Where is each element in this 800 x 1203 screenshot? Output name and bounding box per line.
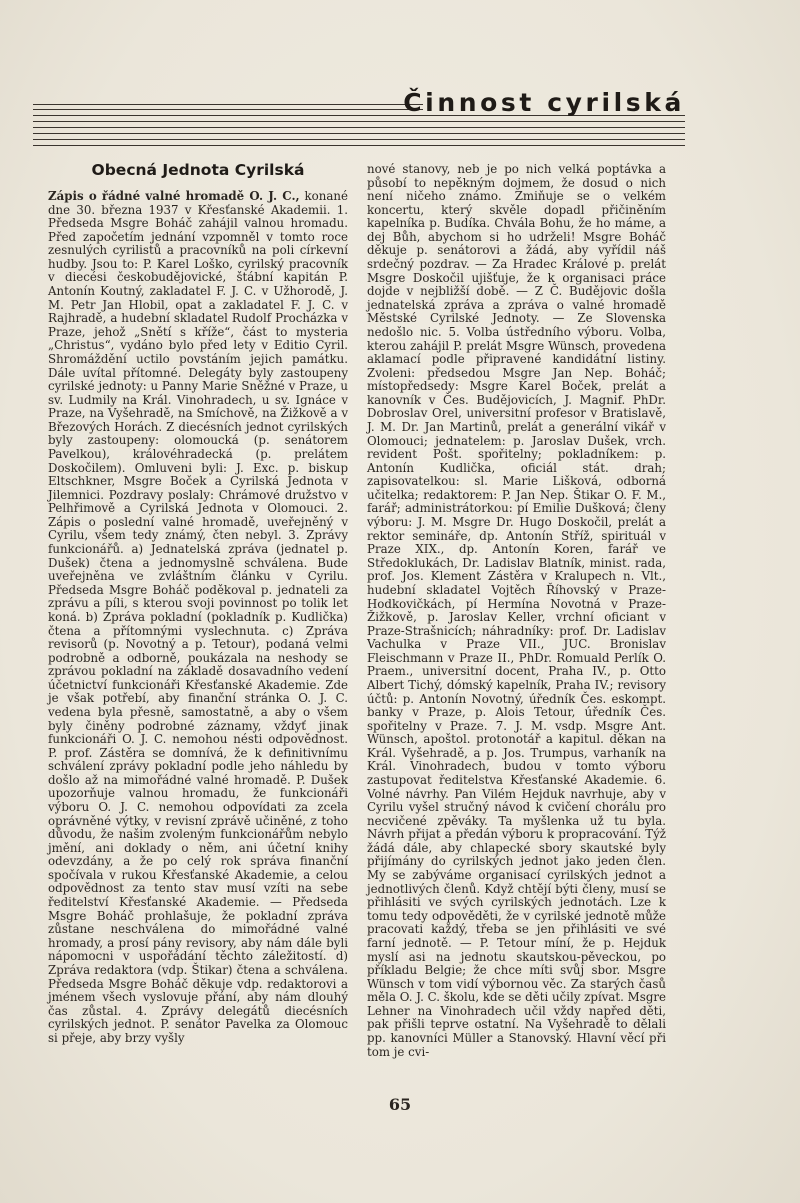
section-title: Činnost cyrilská [403,88,685,117]
article-title: Obecná Jednota Cyrilská [91,161,305,179]
right-column [367,163,666,1059]
page-number: 65 [388,1095,412,1114]
header-rule [33,133,685,134]
header-rule [33,139,685,140]
header-rule [33,127,685,128]
section-header [33,88,685,146]
left-column-body: konané dne 30. března 1937 v Křesťanské Akademii. 1. Předseda Msgre Boháč zahájil valnou hromadu. Před započetím jednání vzpomněl v tomto roce zesnulých cyrilistů a pracovníků na poli církevní hudby. Jsou to: P. Karel Loško, cyrilský pracovník v diecési českobudějovické, štábní kapitán P. Antonín Koutný, zakladatel F. J. C. v Užhorodě, J. M. Petr Jan Hlobil, opat a zakladatel F. J. C. v Rajhradě, a hudební skladatel Rudolf Procházka v Praze, jehož „Snětí s kříže“, část to mysteria „Christus“, vydáno bylo před lety v Editio Cyril. Shromáždění uctilo povstáním jejich památku. Dále uvítal přítomné. Delegáty byly zastoupeny cyrilské jednoty: u Panny Marie Sněžné v Praze, u sv. Ludmily na Král. Vinohradech, u sv. Ignáce v Praze, na Vyšehradě, na Smíchově, na Žižkově a v Březových Horách. Z diecésních jednot cyrilských byly zastoupeny: olomoucká (p. senátorem Pavelkou), královéhradecká (p. prelátem Doskočilem). Omluveni byli: J. Exc. p. biskup Eltschkner, Msgre Boček a Cyrilská Jednota v Jilemnici. Pozdravy poslaly: Chrámové družstvo v Pelhřimově a Cyrilská Jednota v Olomouci. 2. Zápis o poslední valné hromadě, uveřejněný v Cyrilu, všem tedy známý, čten nebyl. 3. Zprávy funkcionářů. a) Jednatelská zpráva (jednatel p. Dušek) čtena a jednomyslně schválena. Bude uveřejněna ve zvláštním článku v Cyrilu. Předseda Msgre Boháč poděkoval p. jednateli za zprávu a píli, s kterou svoji povinnost po tolik let koná. b) Zpráva pokladní (pokladník p. Kudlička) čtena a přítomnými vyslechnuta. c) Zpráva revisorů (p. Novotný a p. Tetour), podaná velmi podrobně a odborně, poukázala na neshody se zprávou pokladní na základě dosavadního vedení účetnictví funkcionáři Křesťanské Akademie. Zde je však potřebí, aby finanční stránka O. J. C. vedena byla přesně, samostatně, a aby o všem byly činěny podrobné záznamy, vždyť jinak funkcionáři O. J. C. nemohou nésti odpovědnost. P. prof. Zástěra se domnívá, že k definitivnímu schválení zprávy pokladní podle jeho náhledu by došlo až na mimořádné valné hromadě. P. Dušek upozorňuje valnou hromadu, že funkcionáři výboru O. J. C. nemohou odpovídati za zcela oprávněné výtky, v revisní zprávě učiněné, z toho důvodu, že našim zvoleným funkcionářům nebylo jmění, ani doklady o něm, ani účetní knihy odevzdány, a že po celý rok správa finanční spočívala v rukou Křesťanské Akademie, a celou odpovědnost za tento stav musí vzíti na sebe ředitelství Křesťanské Akademie. — Předseda Msgre Boháč prohlašuje, že pokladní zpráva zůstane neschválena do mimořádné valné hromady, a prosí pány revisory, aby nám dále byli nápomocni v uspořádání těchto záležitostí. d) Zpráva redaktora (vdp. Štikar) čtena a schválena. Předseda Msgre Boháč děkuje vdp. redaktorovi a jménem všech vyslovuje přání, aby nám dlouhý čas zůstal. 4. Zprávy delegátů diecésních cyrilských jednot. P. senátor Pavelka za Olomouc si přeje, aby brzy vyšly [48,189,348,1045]
minutes-lead: Zápis o řádné valné hromadě O. J. C., [48,189,300,203]
right-column-text: nové stanovy, neb je po nich velká poptávka a působí to nepěkným dojmem, že dosud o nich není ničeho známo. Zmiňuje se o velkém koncertu, který skvěle dopadl přičiněním kapelníka p. Budíka. Chvála Bohu, že ho máme, a dej Bůh, abychom si ho udrželi! Msgre Boháč děkuje p. senátorovi a žádá, aby vyřídil náš srdečný pozdrav. — Za Hradec Králové p. prelát Msgre Doskočil ujišťuje, že k organisaci práce dojde v nejbližší době. — Z Č. Budějovic došla jednatelská zpráva a zpráva o valné hromadě Městské Cyrilské Jednoty. — Ze Slovenska nedošlo nic. 5. Volba ústředního výboru. Volba, kterou zahájil P. prelát Msgre Wünsch, provedena aklamací podle připravené kandidátní listiny. Zvoleni: předsedou Msgre Jan Nep. Boháč; místopředsedy: Msgre Karel Boček, prelát a kanovník v Čes. Budějovicích, J. Magnif. PhDr. Dobroslav Orel, universitní profesor v Bratislavě, J. M. Dr. Jan Martinů, prelát a generální vikář v Olomouci; jednatelem: p. Jaroslav Dušek, vrch. revident Pošt. spořitelny; pokladníkem: p. Antonín Kudlička, oficiál stát. drah; zapisovatelkou: sl. Marie Lišková, odborná učitelka; redaktorem: P. Jan Nep. Štikar O. F. M., farář; administrátorkou: pí Emilie Dušková; členy výboru: J. M. Msgre Dr. Hugo Doskočil, prelát a rektor semináře, dp. Antonín Stříž, spirituál v Praze XIX., dp. Antonín Koren, farář ve Středoklukách, Dr. Ladislav Blatník, minist. rada, prof. Jos. Klement Zástěra v Kralupech n. Vlt., hudební skladatel Vojtěch Říhovský v Praze-Hodkovičkách, pí Hermína Novotná v Praze-Žižkově, p. Jaroslav Keller, vrchní oficiant v Praze-Strašnicích; náhradníky: prof. Dr. Ladislav Vachulka v Praze VII., JUC. Bronislav Fleischmann v Praze II., PhDr. Romuald Perlík O. Praem., universitní docent, Praha IV., p. Otto Albert Tichý, dómský kapelník, Praha IV.; revisory účtů: p. Antonín Novotný, úředník Čes. eskompt. banky v Praze, p. Alois Tetour, úředník Čes. spořitelny v Praze. 7. J. M. vsdp. Msgre Ant. Wünsch, apoštol. protonotář a kapitul. děkan na Král. Vyšehradě, a p. Jos. Trumpus, varhaník na Král. Vinohradech, budou v tomto výboru zastupovat ředitelstva Křesťanské Akademie. 6. Volné návrhy. Pan Vilém Hejduk navrhuje, aby v Cyrilu vyšel stručný návod k cvičení chorálu pro necvičené zpěváky. Ta myšlenka už tu byla. Návrh přijat a předán výboru k propracování. Týž žádá dále, aby chlapecké sbory skautské byly přijímány do cyrilských jednot jako jeden člen. My se zabýváme organisací cyrilských jednot a jednotlivých členů. Když chtějí býti členy, musí se přihlásiti ve svých cyrilských jednotách. Lze k tomu tedy odpověděti, že v cyrilské jednotě může pracovati každý, třeba se jen přihlásiti ve své farní jednotě. — P. Tetour míní, že p. Hejduk myslí asi na jednotu skautskou-pěveckou, po příkladu Belgie; že chce míti svůj sbor. Msgre Wünsch v tom vidí výbornou věc. Za starých časů měla O. J. C. školu, kde se děti učily zpívat. Msgre Lehner na Vinohradech učil vždy napřed děti, pak přišli teprve ostatní. Na Vyšehradě to dělali pp. kanovníci Müller a Stanovský. Hlavní věcí při tom je cvi- [367,162,666,1059]
left-column-text [48,190,348,1045]
header-rule [33,121,685,122]
header-rule [33,145,685,146]
header-rule [33,104,423,105]
header-rule [33,109,423,110]
left-column [48,160,348,1045]
